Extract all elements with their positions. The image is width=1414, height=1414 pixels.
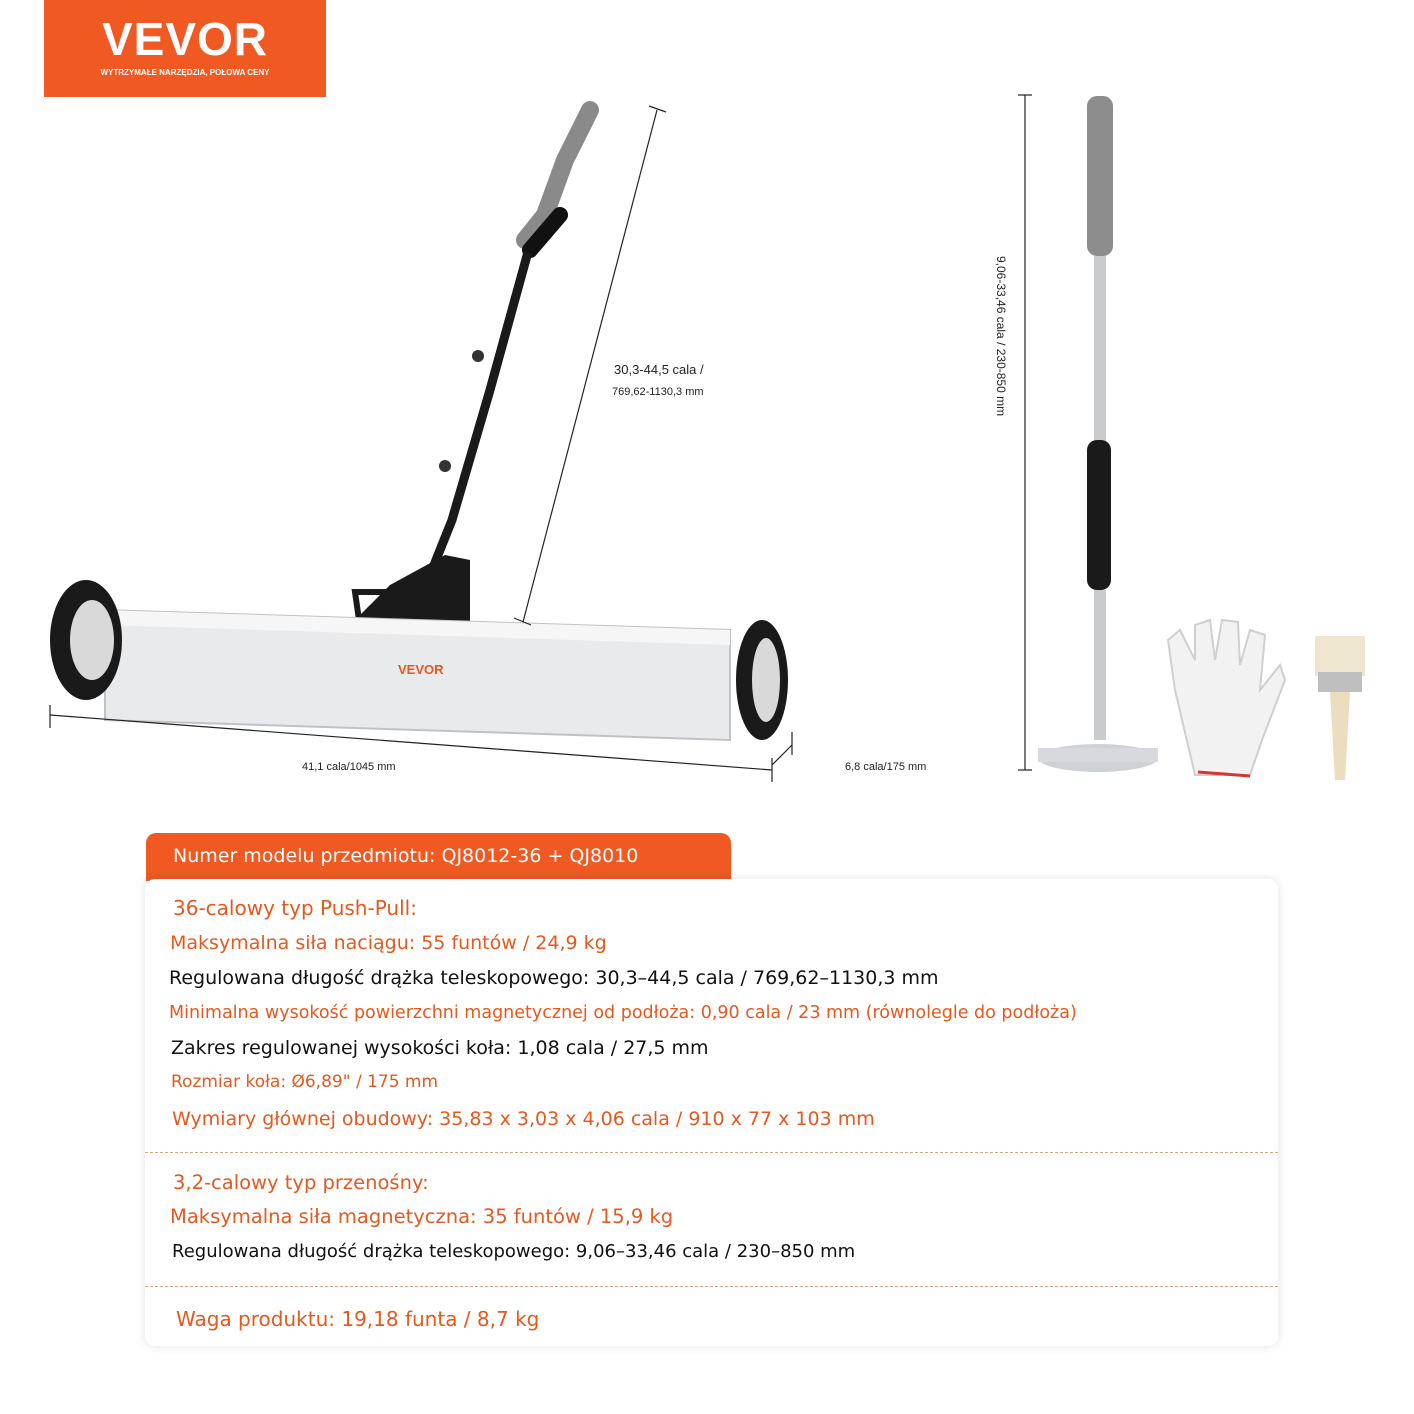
model-number-header bbox=[146, 833, 731, 881]
weight-spec: Waga produktu: 19,18 funta / 8,7 kg bbox=[176, 1307, 540, 1331]
svg-text:VEVOR: VEVOR bbox=[398, 662, 444, 677]
max-magnetic-spec: Maksymalna siła magnetyczna: 35 funtów / 15,9 kg bbox=[170, 1205, 674, 1228]
portable-length-label: 9,06-33,46 cala / 230-850 mm bbox=[994, 256, 1008, 417]
logo-tagline: WYTRZYMAŁE NARZĘDZIA, POŁOWA CENY bbox=[100, 68, 270, 77]
body-width-label: 41,1 cala/1045 mm bbox=[302, 761, 396, 773]
divider bbox=[145, 1152, 1278, 1153]
wheel-size-spec: Rozmiar koła: Ø6,89" / 175 mm bbox=[171, 1072, 439, 1092]
push-pull-title: 36-calowy typ Push-Pull: bbox=[173, 896, 417, 920]
portable-title: 3,2-calowy typ przenośny: bbox=[173, 1171, 429, 1194]
gloves-image bbox=[1168, 620, 1285, 776]
max-pull-spec: Maksymalna siła naciągu: 55 funtów / 24,9 kg bbox=[170, 932, 607, 954]
logo-brand-text: VEVOR bbox=[101, 13, 269, 65]
portable-rod-length-spec: Regulowana długość drążka teleskopowego: 9,06–33,46 cala / 230–850 mm bbox=[172, 1241, 856, 1262]
min-height-spec: Minimalna wysokość powierzchni magnetycznej od podłoża: 0,90 cala / 23 mm (równolegle do podłoża) bbox=[169, 1003, 1077, 1023]
handle-length-label: 30,3-44,5 cala / bbox=[614, 362, 704, 377]
handle-length-mm-label: 769,62-1130,3 mm bbox=[612, 386, 704, 398]
housing-spec: Wymiary głównej obudowy: 35,83 x 3,03 x 4,06 cala / 910 x 77 x 103 mm bbox=[172, 1108, 875, 1130]
model-number-text: Numer modelu przedmiotu: QJ8012-36 + QJ8010 bbox=[173, 845, 639, 867]
wheel-range-spec: Zakres regulowanej wysokości koła: 1,08 cala / 27,5 mm bbox=[171, 1037, 709, 1059]
brush-image bbox=[1315, 636, 1365, 780]
sweeper-image bbox=[50, 106, 792, 782]
rod-length-spec: Regulowana długość drążka teleskopowego: 30,3–44,5 cala / 769,62–1130,3 mm bbox=[169, 967, 939, 989]
pickup-tool-image bbox=[1018, 95, 1158, 772]
specs-card bbox=[145, 879, 1278, 1346]
divider bbox=[145, 1286, 1278, 1287]
wheel-size-label: 6,8 cala/175 mm bbox=[845, 761, 927, 773]
